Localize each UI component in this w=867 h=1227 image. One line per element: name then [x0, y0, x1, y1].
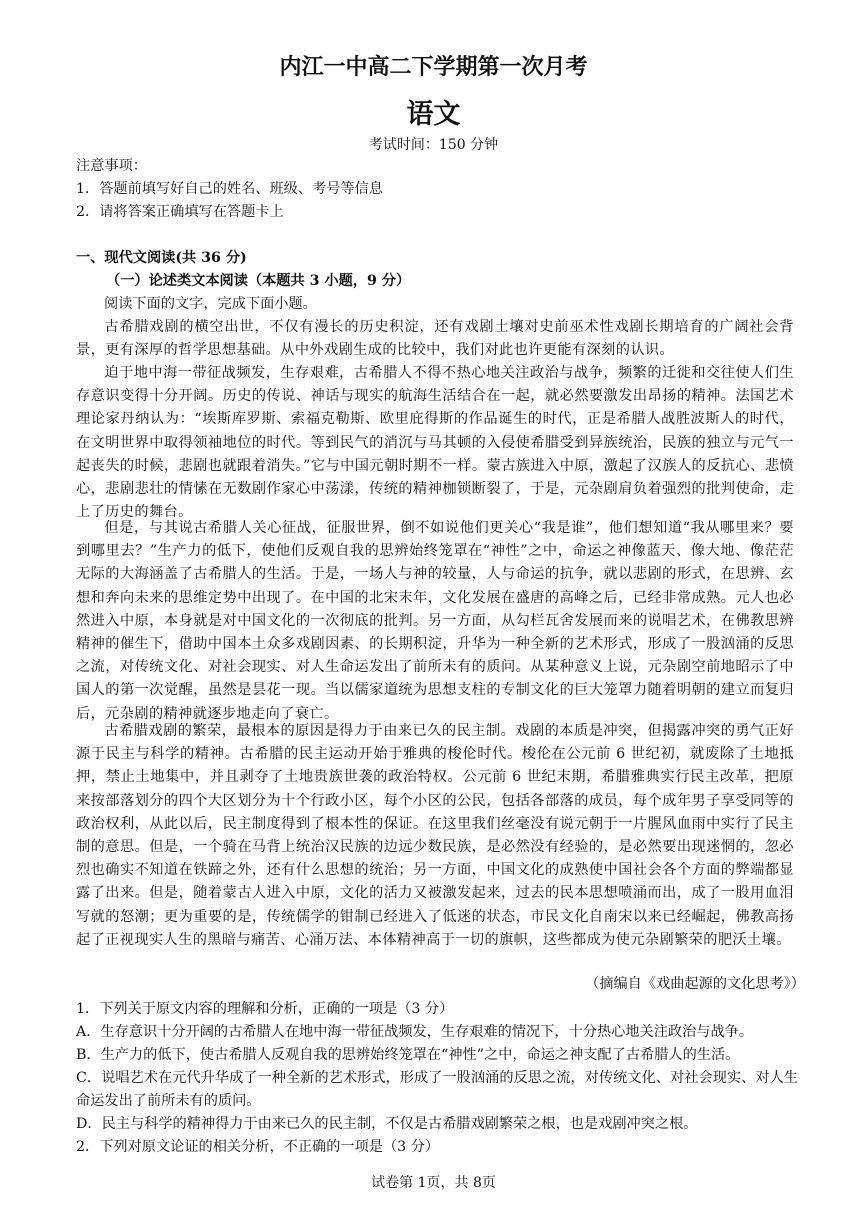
question-1-option-d: D．民主与科学的精神得力于由来已久的民主制，不仅是古希腊戏剧繁荣之根，也是戏剧冲突之根。 [76, 1116, 698, 1132]
passage-paragraph-3: 但是，与其说古希腊人关心征战，征服世界，倒不如说他们更关心“我是谁”，他们想知道“我从哪里来？要到哪里去？”生产力的低下，使他们反观自我的思辨始终笼罩在“神性”之中，命运之神像蓝天、像大地、像茫茫无际的大海涵盖了古希腊人的生活。于是，一场人与神的较量，人与命运的抗争，就以悲剧的形式，在思辨、玄想和奔向未来的思维定势中出现了。在中国的北宋末年，文化发展在盛唐的高峰之后，已经非常成熟。元人也必然进入中原，本身就是对中国文化的一次彻底的批判。另一方面，从勾栏瓦舍发展而来的说唱艺术，在佛教思辨精神的催生下，借助中国本土众多戏剧因素、的长期积淀，升华为一种全新的艺术形式，形成了一股汹涌的反思之流，对传统文化、对社会现实、对人生命运发出了前所未有的质问。从某种意义上说，元杂剧空前地昭示了中国人的第一次觉醒，虽然是昙花一现。当以儒家道统为思想支柱的专制文化的巨大笼罩力随着明朝的建立而复归后，元杂剧的精神就逐步地走向了衰亡。 [76, 520, 794, 722]
page-footer: 试卷第 1页，共 8页 [371, 1175, 496, 1191]
question-1-stem: 1．下列关于原文内容的理解和分析，正确的一项是（3 分） [76, 1001, 454, 1017]
note-item-1: 1．答题前填写好自己的姓名、班级、考号等信息 [76, 181, 383, 197]
exam-time: 考试时间：150 分钟 [368, 137, 499, 153]
passage-paragraph-2: 迫于地中海一带征战频发，生存艰难，古希腊人不得不热心地关注政治与战争，频繁的迁徙和交往使人们生存意识变得十分开阔。历史的传说、神话与现实的航海生活结合在一起，就必然要激发出昂扬的精神。法国艺术理论家丹纳认为：“埃斯库罗斯、索福克勒斯、欧里庇得斯的作品诞生的时代，正是希腊人战胜波斯人的时代，在文明世界中取得领袖地位的时代。等到民气的消沉与马其顿的入侵使希腊受到异族统治，民族的独立与元气一起丧失的时候，悲剧也就跟着消失。”它与中国元朝时期不一样。蒙古族进入中原，激起了汉族人的反抗心、悲愤心，悲剧悲壮的情愫在无数剧作家心中荡漾，传统的精神枷锁断裂了，于是，元杂剧肩负着强烈的批判使命，走上了历史的舞台。 [76, 365, 794, 521]
sub-section-heading: （一）论述类文本阅读（本题共 3 小题，9 分） [106, 273, 411, 289]
passage-paragraph-1: 古希腊戏剧的横空出世，不仅有漫长的历史积淀，还有戏剧土壤对史前巫术性戏剧长期培育的广阔社会背景，更有深厚的哲学思想基础。从中外戏剧生成的比较中，我们对此也许更能有深刻的认识。 [76, 319, 794, 359]
question-1-option-b: B．生产力的低下，使古希腊人反观自我的思辨始终笼罩在“神性”之中，命运之神支配了古希腊人的生活。 [76, 1047, 740, 1063]
section-heading: 一、现代文阅读(共 36 分) [76, 250, 247, 266]
question-1-option-a: A．生存意识十分开阔的古希腊人在地中海一带征战频发，生存艰难的情况下，十分热心地关注政治与战争。 [76, 1024, 754, 1040]
exam-title: 内江一中高二下学期第一次月考 [279, 54, 588, 80]
question-1-option-c: C．说唱艺术在元代升华成了一种全新的艺术形式，形成了一股汹涌的反思之流，对传统文化、对社会现实、对人生命运发出了前所未有的质问。 [76, 1070, 798, 1110]
question-2-stem: 2．下列对原文论证的相关分析，不正确的一项是（3 分） [76, 1139, 440, 1155]
subject-title: 语文 [406, 99, 461, 130]
passage-source: （摘编自《戏曲起源的文化思考》） [585, 976, 805, 992]
reading-instruction: 阅读下面的文字，完成下面小题。 [104, 296, 317, 312]
notes-heading: 注意事项： [76, 158, 147, 174]
note-item-2: 2．请将答案正确填写在答题卡上 [76, 204, 284, 220]
passage-paragraph-4: 古希腊戏剧的繁荣，最根本的原因是得力于由来已久的民主制。戏剧的本质是冲突，但揭露冲突的勇气正好源于民主与科学的精神。古希腊的民主运动开始于雅典的梭伦时代。梭伦在公元前 6 世纪初，就废除了土地抵押，禁止土地集中，并且剥夺了土地贵族世袭的政治特权。公元前 6 世纪末期，希腊雅典实行民主改革，把原来按部落划分的四个大区划分为十个行政小区，每个小区的公民，包括各部落的成员，每个成年男子享受同等的政治权利，从此以后，民主制度得到了根本性的保证。在这里我们丝毫没有说元朝于一片腥风血雨中实行了民主制的意思。但是，一个骑在马背上统治汉民族的边远少数民族，是必然没有经验的，是必然要出现迷惘的，忽必烈也确实不知道在铁蹄之外，还有什么思想的统治；另一方面，中国文化的成熟使中国社会各个方面的弊端都显露了出来。但是，随着蒙古人进入中原，文化的活力又被激发起来，过去的民本思想喷涌而出，成了一股用血泪写就的怒潮；更为重要的是，传统儒学的钳制已经进入了低迷的状态，市民文化自南宋以来已经崛起，佛教高扬起了正视现实人生的黑暗与痛苦、心涌万法、本体精神高于一切的旗帜，这些都成为使元杂剧繁荣的肥沃土壤。 [76, 723, 794, 948]
